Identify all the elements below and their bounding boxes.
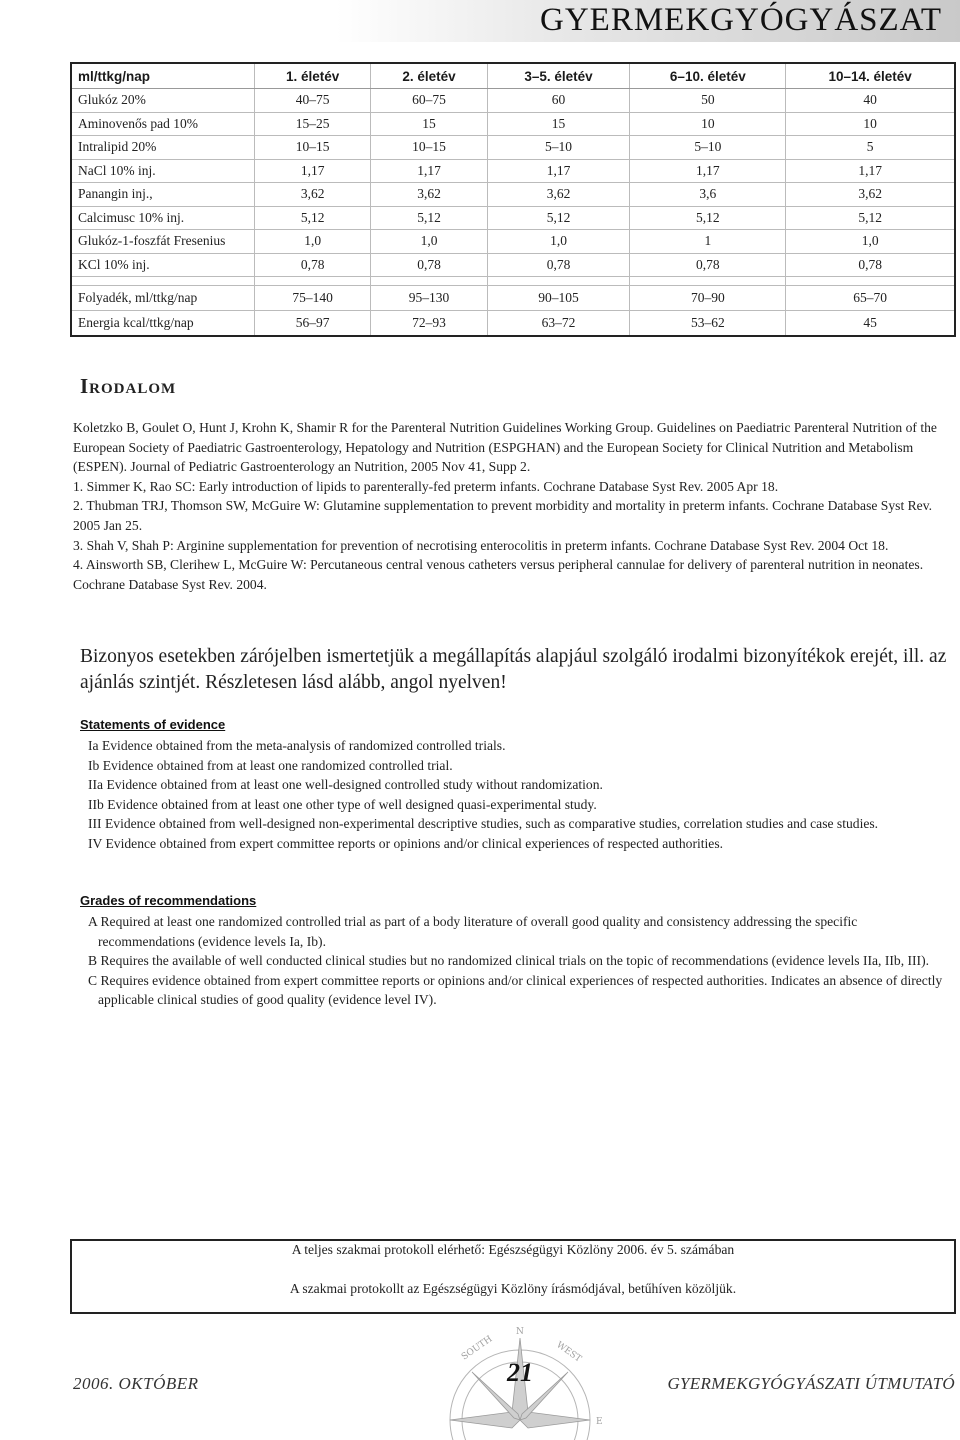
issue-date: 2006. OKTÓBER [73, 1374, 199, 1393]
value-cell: 70–90 [630, 286, 786, 311]
value-cell: 1,0 [487, 230, 630, 254]
value-cell: 3,6 [630, 183, 786, 207]
column-header: 2. életév [371, 64, 487, 89]
value-cell: 60–75 [371, 89, 487, 113]
value-cell: 0,78 [630, 253, 786, 277]
column-header: 6–10. életév [630, 64, 786, 89]
table-row [72, 183, 954, 207]
value-cell: 0,78 [371, 253, 487, 277]
evidence-item: IIb Evidence obtained from at least one other type of well designed quasi-experimental study. [88, 796, 597, 812]
value-cell: 0,78 [487, 253, 630, 277]
evidence-item: Ib Evidence obtained from at least one randomized controlled trial. [88, 757, 453, 773]
spacer-cell [487, 277, 630, 286]
row-label-cell: Panangin inj., [72, 183, 255, 207]
protocol-availability-note: A teljes szakmai protokoll elérhető: Egészségügyi Közlöny 2006. év 5. számában [291, 1242, 735, 1257]
grade-item: C Requires evidence obtained from expert committee reports or opinions and/or clinical experiences of respected authorities. Indicates an absence of directly applicable clinical studies of good quality (evidence level IV). [88, 972, 943, 1008]
evidence-list [88, 736, 948, 854]
value-cell: 40–75 [255, 89, 371, 113]
value-cell: 0,78 [786, 253, 954, 277]
value-cell: 5,12 [786, 206, 954, 230]
dosage-table [70, 62, 956, 337]
row-label-cell: Folyadék, ml/ttkg/nap [72, 286, 255, 311]
value-cell: 5–10 [487, 136, 630, 160]
row-label-cell: Intralipid 20% [72, 136, 255, 160]
reference-item: Koletzko B, Goulet O, Hunt J, Krohn K, Shamir R for the Parenteral Nutrition Guidelines Working Group. Guidelines on Paediatric Parenteral Nutrition of the European Society of Paediatric Gastroenterology, Hepatology and Nutrition (ESPGHAN) and the European Society for Clinical Nutrition and Metabolism (ESPEN). Journal of Pediatric Gastroenterology an Nutrition, 2005 Nov 41, Supp 2. [73, 420, 937, 475]
compass-label: N [516, 1327, 524, 1337]
table-row [72, 206, 954, 230]
value-cell: 5,12 [255, 206, 371, 230]
grade-item: B Requires the available of well conducted clinical studies but no randomized clinical trials on the topic of recommendations (evidence levels IIa, IIb, III). [88, 953, 930, 969]
value-cell: 1,17 [487, 159, 630, 183]
grade-item: A Required at least one randomized controlled trial as part of a body literature of overall good quality and consistency addressing the specific recommendations (evidence levels Ia, Ib). [88, 914, 858, 949]
column-header: ml/ttkg/nap [72, 64, 255, 89]
journal-title: GYERMEKGYÓGYÁSZAT [540, 2, 942, 38]
row-label-cell: Calcimusc 10% inj. [72, 206, 255, 230]
row-label-cell: NaCl 10% inj. [72, 159, 255, 183]
value-cell: 10–15 [255, 136, 371, 160]
value-cell: 72–93 [371, 311, 487, 336]
compass-label: WEST [554, 1340, 583, 1365]
protocol-orthography-note: A szakmai protokollt az Egészségügyi Közlöny írásmódjával, betűhíven közöljük. [289, 1281, 737, 1296]
value-cell: 5,12 [487, 206, 630, 230]
value-cell: 75–140 [255, 286, 371, 311]
spacer-cell [72, 277, 255, 286]
row-label-cell: Energia kcal/ttkg/nap [78, 315, 194, 330]
value-cell: 3,62 [371, 183, 487, 207]
value-cell: 10 [786, 112, 954, 136]
value-cell: 95–130 [371, 286, 487, 311]
column-header: 10–14. életév [786, 64, 954, 89]
value-cell: 1,0 [255, 230, 371, 254]
value-cell: 3,62 [487, 183, 630, 207]
value-cell: 5,12 [371, 206, 487, 230]
table-spacer-row [72, 277, 954, 286]
reference-item: 3. Shah V, Shah P: Arginine supplementation for prevention of necrotising enterocolitis in preterm infants. Cochrane Database Syst Rev. 2004 Oct 18. [73, 537, 889, 553]
intro-paragraph: Bizonyos esetekben zárójelben ismertetjük a megállapítás alapjául szolgáló irodalmi bizonyítékok erejét, ill. az ajánlás szintjét. Részletesen lásd alább, angol nyelven! [80, 646, 947, 693]
column-header: 1. életév [255, 64, 371, 89]
value-cell: 1,17 [255, 159, 371, 183]
value-cell: 10–15 [371, 136, 487, 160]
page-number: 21 [507, 1358, 533, 1387]
table-header-row [72, 64, 954, 89]
value-cell: 65–70 [786, 286, 954, 311]
column-header: 3–5. életév [487, 64, 630, 89]
value-cell: 1,17 [786, 159, 954, 183]
value-cell: 90–105 [487, 286, 630, 311]
reference-item: 1. Simmer K, Rao SC: Early introduction of lipids to parenterally-fed preterm infants. Cochrane Database Syst Rev. 2005 Apr 18. [73, 478, 779, 494]
table-row [72, 159, 954, 183]
evidence-item: IV Evidence obtained from expert committee reports or opinions and/or clinical experiences of respected authorities. [88, 835, 724, 851]
references-list [73, 418, 953, 594]
value-cell: 56–97 [255, 311, 371, 336]
table-row [72, 311, 954, 336]
value-cell: 1,17 [630, 159, 786, 183]
grades-list [88, 912, 948, 1010]
evidence-item: Ia Evidence obtained from the meta-analysis of randomized controlled trials. [88, 738, 506, 753]
value-cell: 53–62 [630, 311, 786, 336]
value-cell: 1,0 [371, 230, 487, 254]
references-heading: Irodalom [80, 374, 177, 398]
row-label-cell: Glukóz-1-foszfát Fresenius [72, 230, 255, 254]
compass-label: SOUTH [459, 1334, 495, 1363]
value-cell: 15 [487, 112, 630, 136]
table-row [72, 112, 954, 136]
compass-label: E [596, 1417, 603, 1427]
table-row [72, 136, 954, 160]
value-cell: 5–10 [630, 136, 786, 160]
value-cell: 63–72 [487, 311, 630, 336]
evidence-title: Statements of evidence [80, 717, 226, 732]
row-label-cell: KCl 10% inj. [72, 253, 255, 277]
reference-item: 2. Thubman TRJ, Thomson SW, McGuire W: Glutamine supplementation to prevent morbidity and mortality in preterm infants. Cochrane Database Syst Rev. 2005 Jan 25. [73, 498, 933, 533]
grades-title: Grades of recommendations [80, 893, 257, 908]
value-cell: 5 [786, 136, 954, 160]
value-cell: 0,78 [255, 253, 371, 277]
value-cell: 3,62 [786, 183, 954, 207]
dosage-table-grid [72, 64, 954, 335]
value-cell: 1 [630, 230, 786, 254]
protocol-note-box [70, 1239, 956, 1314]
row-label-cell: Aminovenős pad 10% [72, 112, 255, 136]
value-cell: 60 [487, 89, 630, 113]
spacer-cell [371, 277, 487, 286]
value-cell: 3,62 [255, 183, 371, 207]
reference-item: 4. Ainsworth SB, Clerihew L, McGuire W: Percutaneous central venous catheters versus peripheral cannulae for delivery of parenteral nutrition in neonates. Cochrane Database Syst Rev. 2004. [73, 557, 924, 592]
evidence-item: IIa Evidence obtained from at least one well-designed controlled study without randomization. [88, 777, 603, 793]
table-row [72, 89, 954, 113]
spacer-cell [255, 277, 371, 286]
value-cell: 5,12 [630, 206, 786, 230]
value-cell: 10 [630, 112, 786, 136]
table-row [72, 286, 954, 311]
evidence-item: III Evidence obtained from well-designed non-experimental descriptive studies, such as comparative studies, correlation studies and case studies. [88, 816, 879, 832]
spacer-cell [630, 277, 786, 286]
value-cell: 15–25 [255, 112, 371, 136]
value-cell: 15 [371, 112, 487, 136]
table-row [72, 230, 954, 254]
row-label-cell: Glukóz 20% [72, 89, 255, 113]
guide-title: GYERMEKGYÓGYÁSZATI ÚTMUTATÓ [667, 1374, 955, 1393]
value-cell: 45 [786, 311, 954, 336]
value-cell: 1,17 [371, 159, 487, 183]
value-cell: 40 [786, 89, 954, 113]
value-cell: 1,0 [786, 230, 954, 254]
spacer-cell [786, 277, 954, 286]
value-cell: 50 [630, 89, 786, 113]
table-row [72, 253, 954, 277]
